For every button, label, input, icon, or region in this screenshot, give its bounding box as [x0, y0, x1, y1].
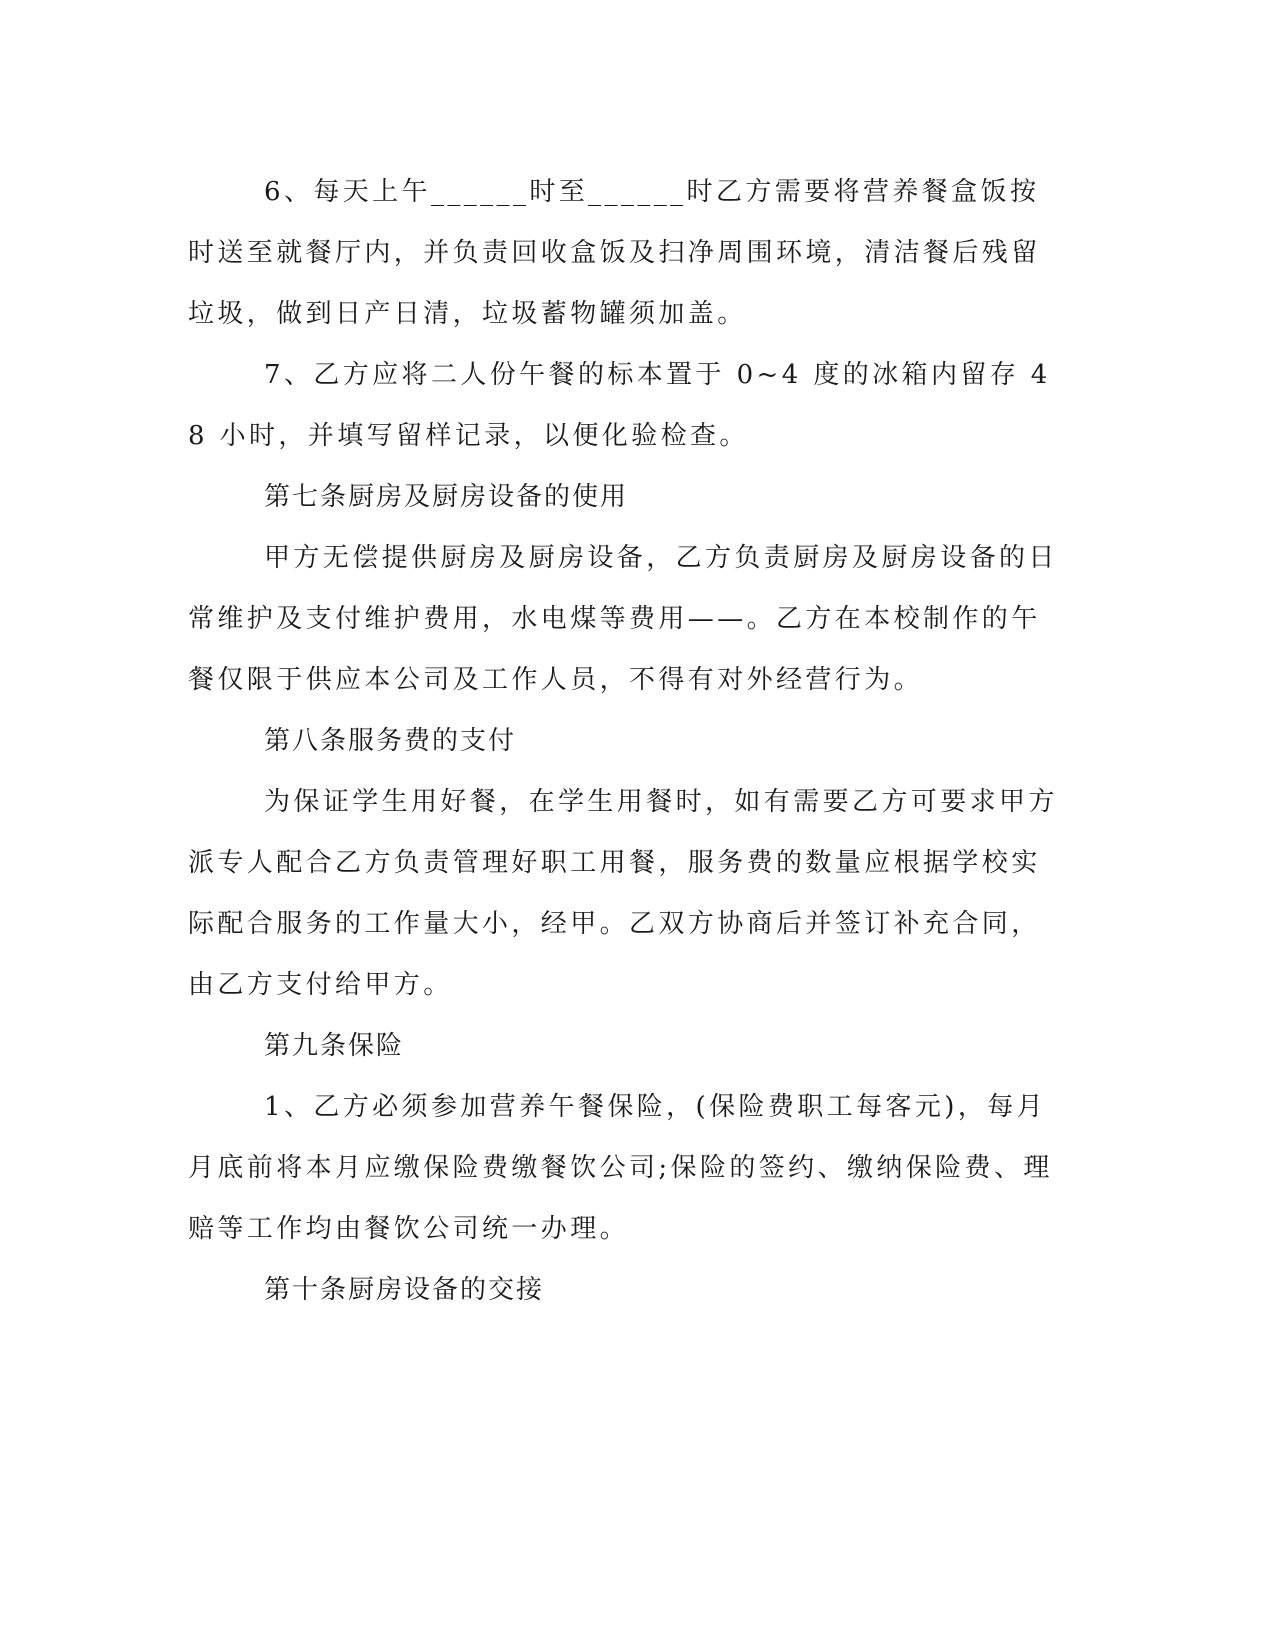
section-heading-article-9: 第九条保险: [264, 1031, 405, 1061]
document-body: [188, 162, 1068, 1321]
section-heading-article-10: 第十条厨房设备的交接: [264, 1275, 545, 1305]
section-heading-article-8: 第八条服务费的支付: [264, 726, 517, 756]
paragraph-item-6: 6、每天上午______时至______时乙方需要将营养餐盒饭按时送至就餐厅内，并负责回收盒饭及扫净周围环境，清洁餐后残留垃圾，做到日产日清，垃圾蓄物罐须加盖。: [188, 177, 1041, 329]
section-heading-article-7: 第七条厨房及厨房设备的使用: [264, 482, 629, 512]
paragraph-article-9-item-1: 1、乙方必须参加营养午餐保险，(保险费职工每客元)，每月月底前将本月应缴保险费缴餐饮公司;保险的签约、缴纳保险费、理赔等工作均由餐饮公司统一办理。: [188, 1092, 1053, 1244]
paragraph-article-7-body: 甲方无偿提供厨房及厨房设备，乙方负责厨房及厨房设备的日常维护及支付维护费用，水电煤等费用——。乙方在本校制作的午餐仅限于供应本公司及工作人员，不得有对外经营行为。: [188, 543, 1058, 695]
paragraph-article-8-body: 为保证学生用好餐，在学生用餐时，如有需要乙方可要求甲方派专人配合乙方负责管理好职工用餐，服务费的数量应根据学校实际配合服务的工作量大小，经甲。乙双方协商后并签订补充合同，由乙方支付给甲方。: [188, 787, 1058, 1000]
paragraph-item-7: 7、乙方应将二人份午餐的标本置于 0~4 度的冰箱内留存 48 小时，并填写留样记录，以便化验检查。: [188, 360, 1051, 451]
